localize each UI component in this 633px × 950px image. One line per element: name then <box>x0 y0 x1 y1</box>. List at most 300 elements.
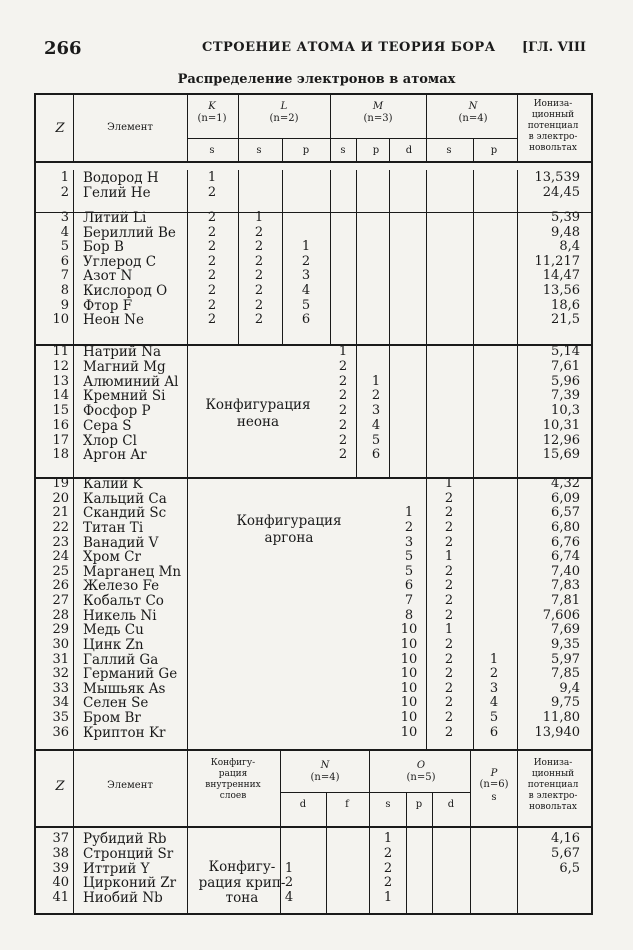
row-z: 12 <box>52 358 69 374</box>
electron-count: 2 <box>444 636 454 652</box>
row-z: 6 <box>60 253 69 269</box>
row-z: 8 <box>60 283 69 298</box>
row-ionization-potential: 7,40 <box>551 563 580 579</box>
row-element-name: Фосфор P <box>83 403 151 419</box>
electron-count: 1 <box>444 549 454 565</box>
config-neon-label: Конфигурация <box>205 397 311 413</box>
row-z: 24 <box>52 549 69 565</box>
body-col-rule <box>187 477 188 749</box>
row-element-name: Железо Fe <box>83 578 160 595</box>
config-krypton-label: рация крип- <box>198 874 286 891</box>
row-element-name: Германий Ge <box>83 666 178 683</box>
electron-count: 2 <box>207 283 217 298</box>
sub-m-s: s <box>340 145 346 156</box>
col2-inner-config-header: рация <box>218 769 248 779</box>
body-col-rule <box>330 170 331 212</box>
ionization2-header-line: ционный <box>531 769 575 779</box>
electron-count: 2 <box>254 224 264 240</box>
body-col-rule <box>426 344 427 477</box>
row-element-name: Неон Ne <box>83 312 144 329</box>
row-z: 5 <box>60 239 69 255</box>
row-element-name: Калий K <box>83 476 143 492</box>
row-ionization-potential: 6,76 <box>551 534 580 550</box>
body-col-rule <box>389 344 390 477</box>
electron-count: 10 <box>400 666 418 682</box>
row2-ionization-potential: 4,16 <box>551 831 580 846</box>
row-z: 32 <box>52 666 69 682</box>
row-z: 15 <box>52 403 69 418</box>
row-z: 36 <box>52 724 69 740</box>
col-n-header: N <box>468 101 478 112</box>
electron-count: 2 <box>207 210 217 225</box>
sub2-n-d: d <box>299 799 307 810</box>
electron-count: 1 <box>301 239 311 255</box>
config-neon-label: неона <box>236 414 280 430</box>
col2-element-header: Элемент <box>107 780 153 791</box>
sub-n-p: p <box>490 145 498 156</box>
row-element-name: Литий Li <box>83 210 147 226</box>
electron-count: 1 <box>207 170 217 185</box>
header2-subrow-rule <box>280 792 470 793</box>
body-col-rule <box>517 477 518 749</box>
row-ionization-potential: 6,74 <box>551 549 580 565</box>
electron-count: 2 <box>301 253 311 269</box>
row-z: 10 <box>52 312 69 328</box>
sub2-n-f: f <box>345 799 349 810</box>
config-argon-label: аргона <box>264 530 314 546</box>
col2-p-n: (n=6) <box>479 779 509 790</box>
row-element-name: Натрий Na <box>83 344 162 360</box>
header-bottom-rule <box>34 161 591 163</box>
row-z: 21 <box>52 505 69 521</box>
row-z: 3 <box>60 210 69 225</box>
table-bottom-border <box>34 913 593 915</box>
electron-count: 2 <box>444 607 454 623</box>
row2-element-name: Стронций Sr <box>83 845 174 862</box>
row-ionization-potential: 9,4 <box>559 680 580 696</box>
sub-l-p: p <box>302 145 310 156</box>
electron-count: 2 <box>444 578 454 594</box>
electron-count: 5 <box>489 710 499 726</box>
electron-count: 2 <box>254 268 264 284</box>
electron-count: 1 <box>444 622 454 638</box>
header-col-rule <box>330 95 331 161</box>
header2-col-rule <box>280 751 281 826</box>
electron-count: 2 <box>444 666 454 682</box>
electron-count: 6 <box>404 578 414 594</box>
electron-count: 5 <box>301 297 311 313</box>
body-col-rule <box>389 170 390 212</box>
electron-count: 10 <box>400 622 418 638</box>
row-element-name: Бром Br <box>83 710 141 727</box>
electron-count: 2 <box>383 875 393 891</box>
electron-count: 2 <box>338 432 348 448</box>
electron-count: 2 <box>444 680 454 696</box>
sub2-o-s: s <box>385 799 391 810</box>
running-title: СТРОЕНИЕ АТОМА И ТЕОРИЯ БОРА <box>202 40 496 55</box>
row-element-name: Мышьяк As <box>83 680 166 697</box>
ionization-header-line: Иониза- <box>533 99 573 109</box>
row-ionization-potential: 4,32 <box>551 476 580 491</box>
row-z: 20 <box>52 490 69 506</box>
table-title: Распределение электронов в атомах <box>177 72 456 87</box>
row-element-name: Сера S <box>83 417 132 434</box>
row2-z: 39 <box>52 860 69 876</box>
row-z: 26 <box>52 578 69 594</box>
header-col-rule <box>426 95 427 161</box>
electron-count: 2 <box>207 297 217 313</box>
header2-subcol-rule <box>432 792 433 826</box>
electron-count: 6 <box>301 312 311 328</box>
ionization2-header-line: потенциал <box>527 780 579 790</box>
row-element-name: Бор B <box>83 239 124 256</box>
electron-count: 2 <box>338 373 348 389</box>
electron-count: 2 <box>254 283 264 298</box>
electron-count: 2 <box>207 224 217 240</box>
electron-count: 2 <box>338 388 348 404</box>
ionization-header-line: потенциал <box>527 121 579 131</box>
col2-o-header: O <box>416 760 426 771</box>
row-ionization-potential: 15,69 <box>542 447 580 463</box>
row-ionization-potential: 9,48 <box>551 224 580 240</box>
electron-count: 2 <box>254 253 264 269</box>
body2-col-rule <box>73 828 74 913</box>
row-ionization-potential: 18,6 <box>551 297 580 313</box>
electron-count: 2 <box>254 312 264 328</box>
row-ionization-potential: 6,57 <box>551 505 580 521</box>
row-ionization-potential: 9,75 <box>551 695 580 711</box>
ionization2-header-line: Иониза- <box>533 758 573 768</box>
body-col-rule <box>238 212 239 344</box>
col2-n-header: N <box>320 760 330 771</box>
row-ionization-potential: 7,83 <box>551 578 580 594</box>
electron-count: 1 <box>383 890 393 906</box>
config-krypton-label: Конфигу- <box>208 859 276 875</box>
sub-m-p: p <box>372 145 380 156</box>
body-col-rule <box>517 344 518 477</box>
row-ionization-potential: 5,96 <box>551 373 580 389</box>
electron-count: 2 <box>444 563 454 579</box>
row-ionization-potential: 7,85 <box>551 666 580 682</box>
row-element-name: Селен Se <box>83 695 149 712</box>
row2-element-name: Ниобий Nb <box>83 890 163 907</box>
row2-element-name: Цирконий Zr <box>83 875 177 892</box>
body2-col-rule <box>369 828 370 913</box>
body-col-rule <box>356 344 357 477</box>
row-element-name: Азот N <box>83 268 133 285</box>
electron-count: 5 <box>404 563 414 579</box>
row-ionization-potential: 24,45 <box>542 184 580 200</box>
electron-count: 2 <box>444 505 454 521</box>
col-z-header: Z <box>55 121 65 136</box>
electron-count: 3 <box>489 680 499 696</box>
row2-ionization-potential: 6,5 <box>559 860 580 876</box>
body-col-rule <box>187 170 188 212</box>
body-col-rule <box>330 212 331 344</box>
row-z: 22 <box>52 519 69 535</box>
row-element-name: Аргон Ar <box>83 447 147 464</box>
header2-subcol-rule <box>406 792 407 826</box>
electron-count: 10 <box>400 695 418 711</box>
body-col-rule <box>473 344 474 477</box>
row-element-name: Цинк Zn <box>83 636 144 653</box>
body2-col-rule <box>187 828 188 913</box>
row-ionization-potential: 21,5 <box>551 312 580 328</box>
col2-z-header: Z <box>55 779 65 794</box>
header-subcol-rule <box>282 138 283 161</box>
row-element-name: Марганец Mn <box>83 563 182 580</box>
electron-count: 2 <box>444 710 454 726</box>
row-z: 16 <box>52 417 69 433</box>
electron-count: 8 <box>404 607 414 623</box>
row-element-name: Кальций Ca <box>83 490 167 507</box>
body-col-rule <box>426 170 427 212</box>
col-m-n: (n=3) <box>363 113 393 124</box>
sub-l-s: s <box>256 145 262 156</box>
row-ionization-potential: 11,80 <box>542 710 580 726</box>
electron-count: 3 <box>404 534 414 550</box>
header-subrow-rule <box>187 138 517 139</box>
row-element-name: Ванадий V <box>83 534 159 551</box>
col-n-n: (n=4) <box>458 113 488 124</box>
col-m-header: M <box>372 101 384 112</box>
row-z: 34 <box>52 695 69 711</box>
body-col-rule <box>73 170 74 212</box>
electron-count: 2 <box>444 490 454 506</box>
row-element-name: Гелий He <box>83 184 151 201</box>
row-element-name: Хлор Cl <box>83 432 137 449</box>
table-right-border <box>591 93 593 915</box>
electron-count: 2 <box>371 388 381 404</box>
row-ionization-potential: 13,56 <box>542 283 580 298</box>
body-col-rule <box>73 212 74 344</box>
electron-count: 1 <box>338 344 348 359</box>
row-z: 1 <box>60 170 69 185</box>
electron-count: 3 <box>301 268 311 284</box>
body-col-rule <box>73 477 74 749</box>
row-element-name: Бериллий Be <box>83 224 176 241</box>
header-col-rule <box>187 95 188 161</box>
body-col-rule <box>73 344 74 477</box>
row2-z: 37 <box>52 831 69 846</box>
electron-count: 4 <box>284 890 294 906</box>
row-z: 7 <box>60 268 69 284</box>
body2-col-rule <box>470 828 471 913</box>
row-ionization-potential: 7,39 <box>551 388 580 404</box>
header-subcol-rule <box>389 138 390 161</box>
ionization-header-line: ционный <box>531 110 575 120</box>
electron-count: 2 <box>338 417 348 433</box>
electron-count: 2 <box>383 860 393 876</box>
header-col-rule <box>238 95 239 161</box>
row-z: 31 <box>52 651 69 667</box>
row-ionization-potential: 14,47 <box>542 268 580 284</box>
row-z: 13 <box>52 373 69 389</box>
body-col-rule <box>356 212 357 344</box>
electron-count: 2 <box>284 875 294 891</box>
electron-count: 2 <box>444 724 454 740</box>
body2-col-rule <box>517 828 518 913</box>
row-element-name: Фтор F <box>83 297 133 314</box>
row-ionization-potential: 10,3 <box>551 403 580 418</box>
electron-count: 2 <box>404 519 414 535</box>
col-element-header: Элемент <box>107 122 153 133</box>
col2-n-n: (n=4) <box>310 772 340 783</box>
row-ionization-potential: 8,4 <box>559 239 580 255</box>
row-ionization-potential: 6,09 <box>551 490 580 506</box>
header2-bottom-rule <box>34 826 591 828</box>
col-k-header: K <box>208 101 216 112</box>
row-ionization-potential: 7,606 <box>542 607 580 623</box>
row-z: 4 <box>60 224 69 240</box>
col2-inner-config-header: Конфигу- <box>210 758 256 768</box>
sub2-o-d: d <box>447 799 455 810</box>
electron-count: 1 <box>489 651 499 667</box>
row-z: 27 <box>52 593 69 609</box>
page-number: 266 <box>44 38 82 59</box>
col-l-n: (n=2) <box>269 113 299 124</box>
col2-inner-config-header: внутренних <box>205 780 261 790</box>
sub-k-s: s <box>209 145 215 156</box>
chapter-label: [ГЛ. VIII <box>522 40 587 55</box>
body-col-rule <box>282 212 283 344</box>
electron-count: 5 <box>371 432 381 448</box>
row-element-name: Кремний Si <box>83 388 166 405</box>
row-z: 9 <box>60 297 69 313</box>
electron-count: 2 <box>444 695 454 711</box>
row-ionization-potential: 5,14 <box>551 344 580 359</box>
body-col-rule <box>389 212 390 344</box>
col-k-n: (n=1) <box>197 113 227 124</box>
electron-count: 3 <box>371 403 381 418</box>
electron-count: 2 <box>338 403 348 418</box>
row-z: 28 <box>52 607 69 623</box>
electron-count: 4 <box>371 417 381 433</box>
row-element-name: Галлий Ga <box>83 651 159 668</box>
body-col-rule <box>282 170 283 212</box>
table-left-border <box>34 93 36 915</box>
electron-count: 2 <box>207 253 217 269</box>
row-element-name: Кобальт Co <box>83 593 164 610</box>
electron-count: 2 <box>383 845 393 861</box>
electron-count: 1 <box>371 373 381 389</box>
row2-element-name: Рубидий Rb <box>83 831 167 847</box>
row-ionization-potential: 13,539 <box>534 170 580 185</box>
row-ionization-potential: 9,35 <box>551 636 580 652</box>
body2-col-rule <box>326 828 327 913</box>
body-col-rule <box>473 212 474 344</box>
body-col-rule <box>473 170 474 212</box>
electron-count: 10 <box>400 651 418 667</box>
ionization2-header-line: новольтах <box>529 802 577 812</box>
electron-count: 1 <box>383 831 393 846</box>
electron-count: 6 <box>371 447 381 463</box>
row-ionization-potential: 7,61 <box>551 358 580 374</box>
electron-count: 10 <box>400 710 418 726</box>
row-element-name: Алюминий Al <box>83 373 179 390</box>
body-col-rule <box>187 212 188 344</box>
sub-m-d: d <box>405 145 413 156</box>
body-col-rule <box>473 477 474 749</box>
table-top-border <box>34 93 593 95</box>
ionization-header-line: в электро- <box>528 132 578 142</box>
electron-count: 2 <box>444 534 454 550</box>
row2-z: 41 <box>52 890 69 906</box>
row-z: 19 <box>52 476 69 491</box>
body-col-rule <box>426 477 427 749</box>
ionization2-header-line: в электро- <box>528 791 578 801</box>
row-z: 30 <box>52 636 69 652</box>
row-z: 25 <box>52 563 69 579</box>
body2-col-rule <box>432 828 433 913</box>
header2-subcol-rule <box>326 792 327 826</box>
electron-count: 10 <box>400 724 418 740</box>
electron-count: 5 <box>404 549 414 565</box>
header-subcol-rule <box>356 138 357 161</box>
row-element-name: Хром Cr <box>83 549 141 566</box>
row-z: 18 <box>52 447 69 463</box>
body-col-rule <box>356 170 357 212</box>
row-z: 14 <box>52 388 69 404</box>
electron-count: 7 <box>404 593 414 609</box>
electron-count: 1 <box>404 505 414 521</box>
col2-inner-config-header: слоев <box>219 791 247 801</box>
electron-count: 2 <box>444 651 454 667</box>
electron-count: 2 <box>338 447 348 463</box>
row-ionization-potential: 13,940 <box>534 724 580 740</box>
electron-count: 10 <box>400 636 418 652</box>
electron-count: 1 <box>284 860 294 876</box>
row-element-name: Кислород O <box>83 283 168 299</box>
row2-z: 40 <box>52 875 69 891</box>
electron-count: 4 <box>301 283 311 298</box>
electron-count: 2 <box>207 239 217 255</box>
electron-count: 2 <box>207 312 217 328</box>
body2-col-rule <box>406 828 407 913</box>
body-col-rule <box>517 212 518 344</box>
electron-count: 2 <box>489 666 499 682</box>
electron-count: 2 <box>338 358 348 374</box>
header2-col-rule <box>369 751 370 826</box>
row-ionization-potential: 7,81 <box>551 593 580 609</box>
row-element-name: Магний Mg <box>83 358 166 375</box>
row-ionization-potential: 11,217 <box>534 253 580 269</box>
row-ionization-potential: 10,31 <box>542 417 580 433</box>
row-ionization-potential: 12,96 <box>542 432 580 448</box>
config-argon-label: Конфигурация <box>236 513 342 529</box>
row-z: 2 <box>60 184 69 200</box>
row2-ionization-potential: 5,67 <box>551 845 580 861</box>
electron-count: 1 <box>254 210 264 225</box>
row-z: 35 <box>52 710 69 726</box>
row-element-name: Титан Ti <box>83 519 144 536</box>
sub2-p-s: s <box>491 792 497 803</box>
sub-n-s: s <box>446 145 452 156</box>
electron-count: 2 <box>444 519 454 535</box>
body-col-rule <box>517 170 518 212</box>
row-ionization-potential: 7,69 <box>551 622 580 638</box>
row-z: 33 <box>52 680 69 696</box>
body-col-rule <box>426 212 427 344</box>
electron-count: 2 <box>254 239 264 255</box>
row-ionization-potential: 5,97 <box>551 651 580 667</box>
row-element-name: Криптон Kr <box>83 724 166 741</box>
row-ionization-potential: 5,39 <box>551 210 580 225</box>
electron-count: 2 <box>207 268 217 284</box>
row-z: 17 <box>52 432 69 448</box>
col-l-header: L <box>280 101 288 112</box>
section-rule <box>34 749 591 751</box>
